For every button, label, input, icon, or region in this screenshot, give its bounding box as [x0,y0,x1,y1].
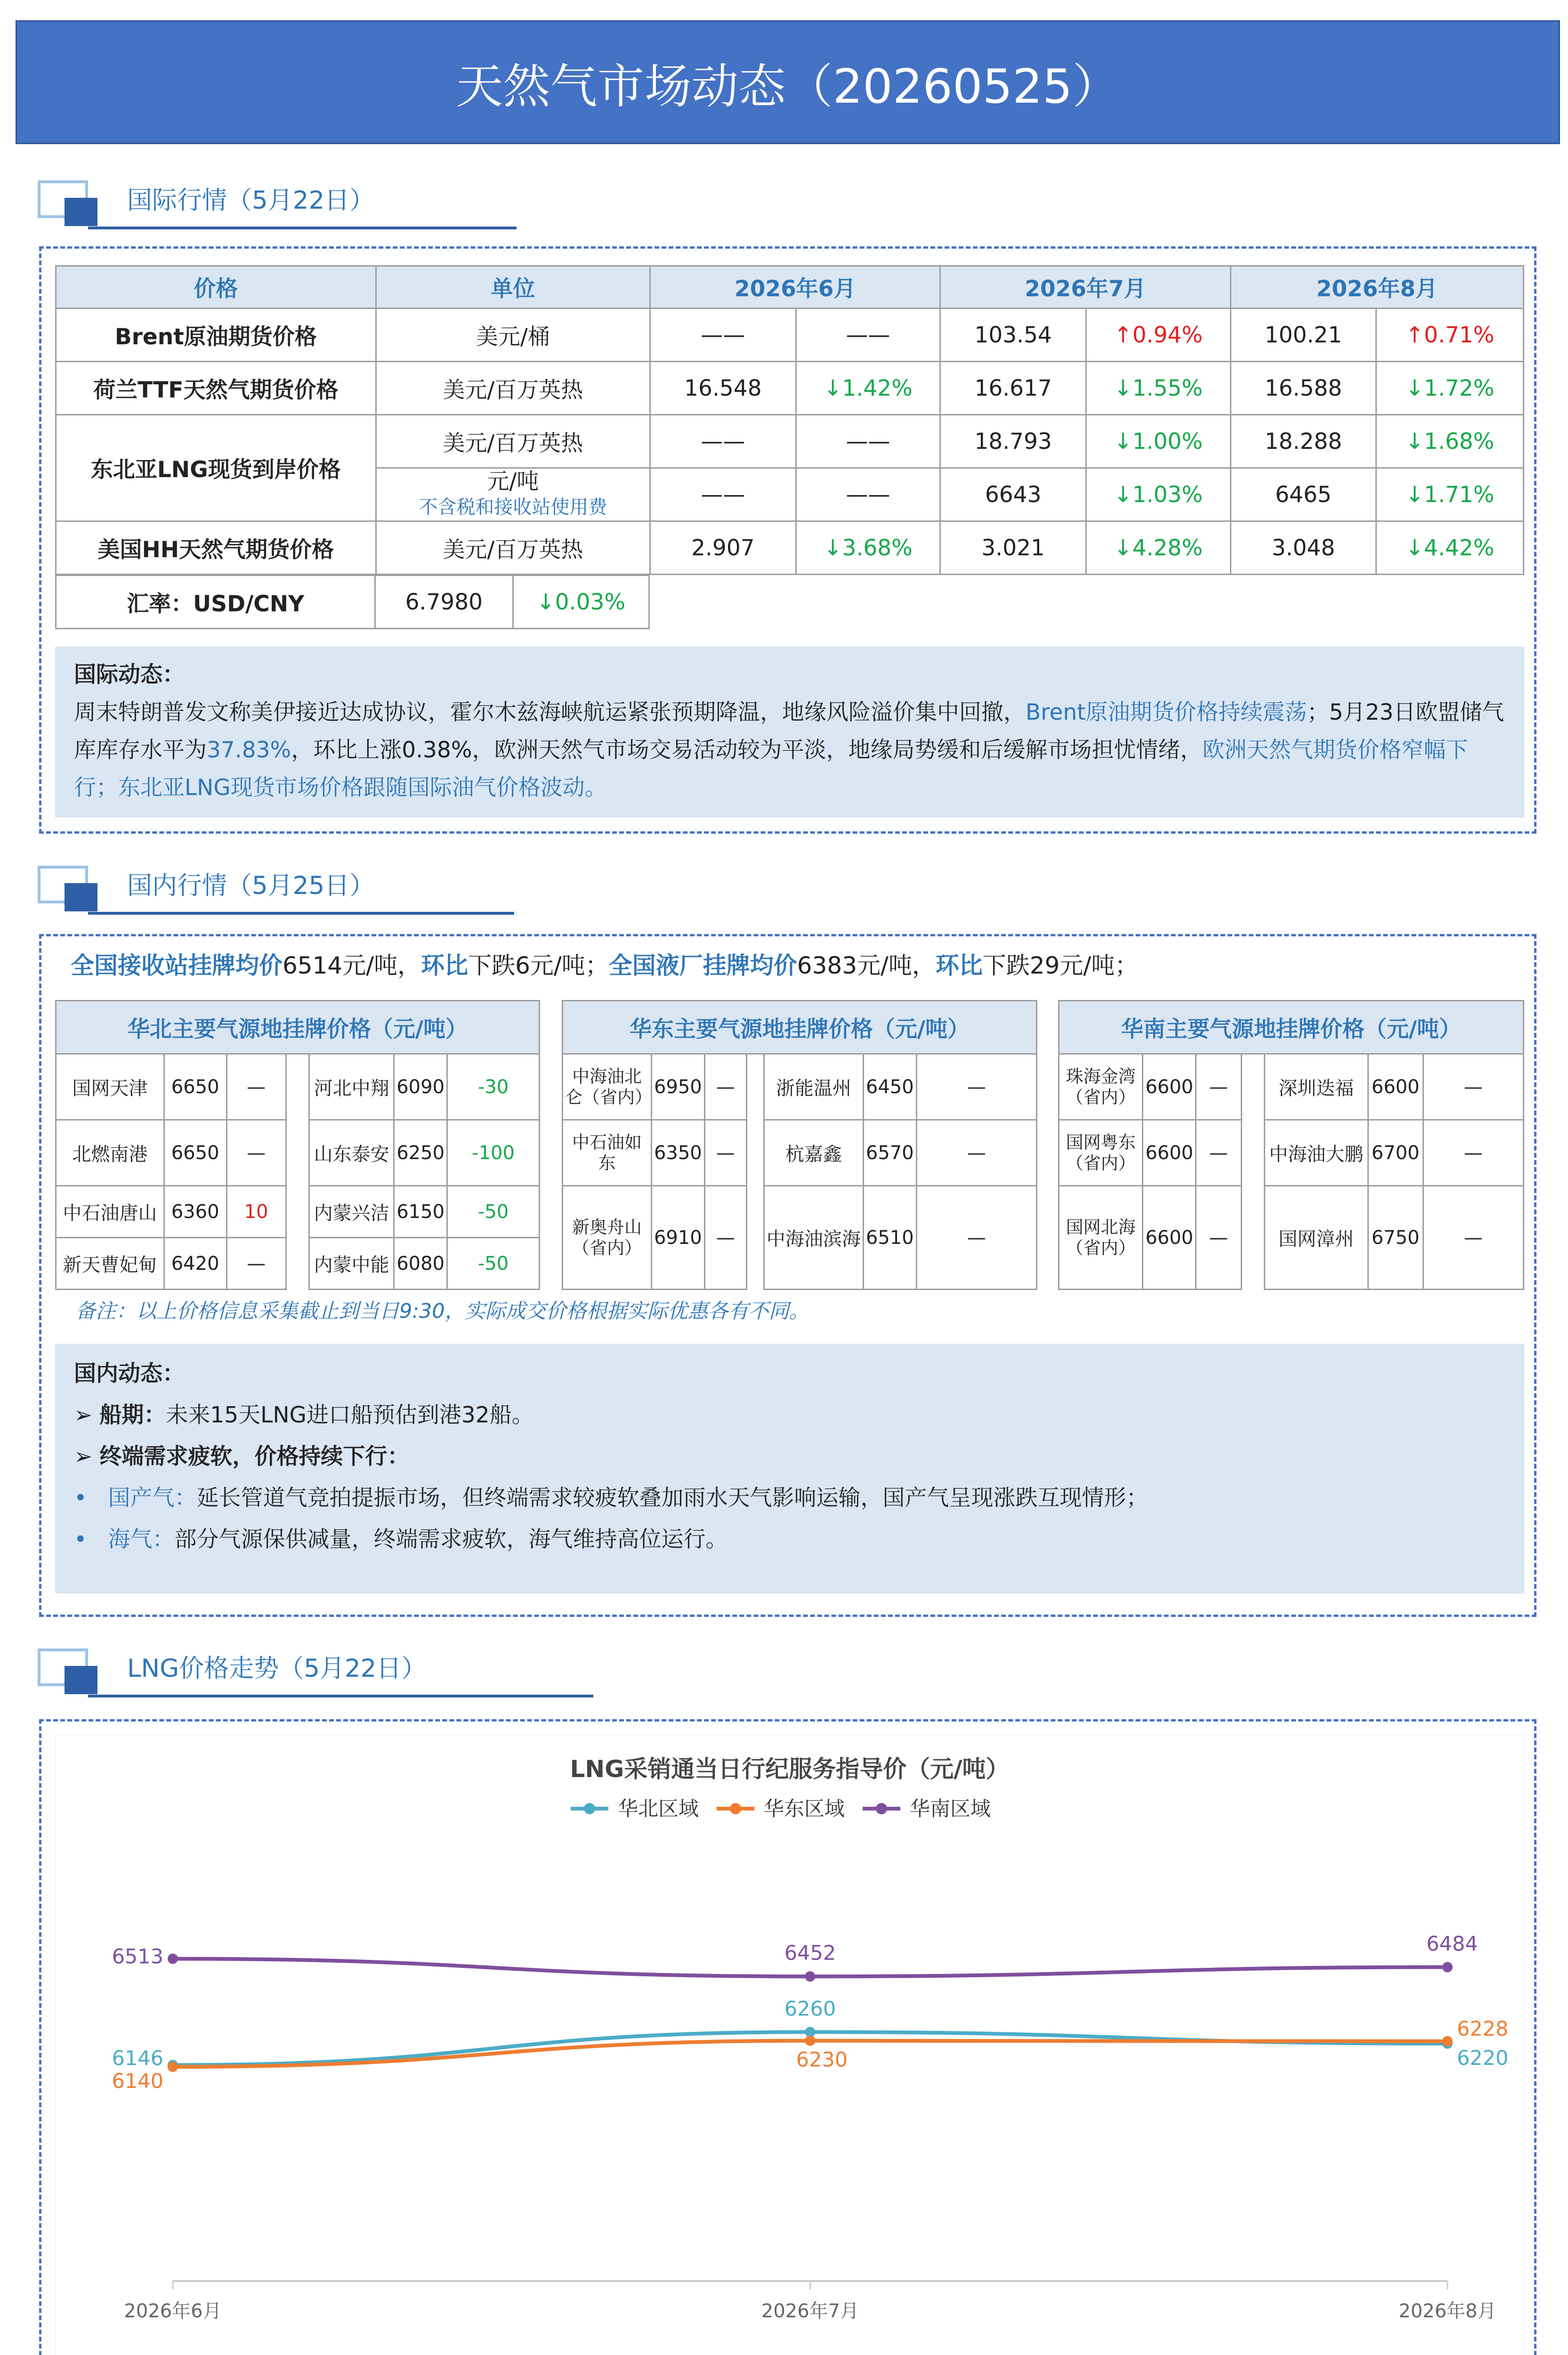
summary-value: 下跌6元/吨； [468,952,609,979]
text-highlight: 欧洲天然气期货价格窄幅下行；东北亚LNG现货市场价格跟随国际油气价格波动。 [74,737,1468,801]
value-cell: —— [650,309,796,362]
data-point[interactable] [168,2062,178,2072]
source-name: 山东泰安 [309,1120,394,1186]
change-cell: ↓1.71% [1376,468,1524,521]
domestic-gas-line [74,1478,1505,1519]
change-cell: ↓1.42% [796,362,940,415]
source-change: -50 [447,1238,540,1290]
source-name: 深圳迭福 [1264,1054,1368,1120]
source-name: 中石油唐山 [56,1186,164,1238]
demand-label: 终端需求疲软，价格持续下行： [99,1444,410,1470]
summary-label: 环比 [421,952,469,979]
legend-label[interactable]: 华南区域 [910,1797,991,1821]
row-label: 美国HH天然气期货价格 [56,521,376,575]
legend-label[interactable]: 华北区域 [618,1797,699,1821]
data-point[interactable] [1442,1962,1453,1973]
summary-label: 环比 [935,952,983,979]
change-cell: —— [796,468,940,521]
source-name: 珠海金湾（省内） [1059,1054,1143,1120]
source-name: 新奥舟山（省内） [563,1186,652,1290]
table-row [1059,1120,1524,1186]
source-price: 6700 [1368,1120,1423,1186]
source-change: — [704,1186,746,1290]
table-row-fx [56,576,649,629]
legend-marker [730,1803,741,1814]
north-table-title: 华北主要气源地挂牌价格（元/吨） [56,1001,540,1054]
change-cell: ↓1.55% [1086,362,1230,415]
gap-cell [286,1054,309,1120]
gap-cell [286,1120,309,1186]
gap-cell [746,1120,764,1186]
source-price: 6650 [164,1120,226,1186]
source-change: -50 [447,1186,540,1238]
east-price-table [562,1000,1037,1290]
value-cell: 3.021 [940,521,1086,575]
data-label: 6484 [1426,1932,1478,1956]
arrow-bullet-icon: ➢ [74,1402,100,1428]
page-title: 天然气市场动态（20260525） [456,58,1120,114]
table-row [1059,1186,1524,1290]
ship-line [74,1395,1505,1436]
domestic-gas-label: 国产气： [108,1485,197,1511]
source-name: 国网北海（省内） [1059,1186,1143,1290]
source-name: 新天曹妃甸 [56,1238,164,1290]
gap-cell [286,1238,309,1290]
gap-cell [746,1054,764,1120]
source-name: 内蒙中能 [309,1238,394,1290]
source-name: 河北中翔 [309,1054,394,1120]
page-banner [16,20,1560,144]
section-underline [88,227,517,229]
source-price: 6750 [1368,1186,1423,1290]
section-decor-square-filled [65,883,97,911]
data-point[interactable] [805,2036,816,2046]
domestic-summary [71,947,1138,981]
source-price: 6910 [651,1186,704,1290]
table-row [563,1186,1037,1290]
change-cell: ↓1.68% [1376,415,1524,468]
source-price: 6360 [164,1186,226,1238]
section-title-domestic: 国内行情（5月25日） [127,871,375,900]
dot-bullet-icon: • [74,1527,108,1552]
table-row [56,1238,540,1290]
value-cell: 2.907 [650,521,796,575]
col-header-price: 价格 [56,266,376,309]
source-price: 6420 [164,1238,226,1290]
table-row-hh [56,521,1524,575]
x-tick-label: 2026年8月 [1398,2300,1496,2322]
value-cell: 100.21 [1230,309,1376,362]
change-cell: ↑0.94% [1086,309,1230,362]
source-change: -30 [447,1054,540,1120]
section-header-trend [38,1648,603,1696]
unit-text: 元/吨 [487,469,539,495]
table-header-row [56,266,1524,309]
intl-dynamics-title: 国际动态： [74,662,185,688]
source-change: — [916,1120,1036,1186]
source-change: — [704,1120,746,1186]
value-cell: 6465 [1230,468,1376,521]
text-run: ，环比上涨0.38%，欧洲天然气市场交易活动较为平淡，地缘局势缓和后缓解市场担忧情绪， [291,737,1203,763]
table-row [56,1186,540,1238]
change-cell: ↓3.68% [796,521,940,575]
source-change: -100 [447,1120,540,1186]
source-price: 6450 [863,1054,916,1120]
text-highlight: Brent原油期货价格持续震荡 [1026,699,1307,725]
source-name: 中海油大鹏 [1264,1120,1368,1186]
change-cell: ↓1.00% [1086,415,1230,468]
north-price-table [55,1000,540,1290]
section-header-intl [38,180,480,227]
source-name: 杭嘉鑫 [764,1120,863,1186]
value-cell: 6643 [940,468,1086,521]
south-table-title: 华南主要气源地挂牌价格（元/吨） [1059,1001,1524,1054]
source-change: — [916,1186,1036,1290]
unit-note: 不含税和接收站使用费 [419,496,607,518]
source-price: 6600 [1143,1054,1196,1120]
source-price: 6950 [651,1054,704,1120]
gap-cell [1241,1054,1264,1120]
unit-cell: 美元/百万英热 [376,521,650,575]
unit-cell: 美元/百万英热 [376,415,650,468]
section-header-domestic [38,866,480,913]
data-label: 6228 [1457,2017,1509,2041]
unit-cell: 美元/百万英热 [376,362,650,415]
dot-bullet-icon: • [74,1485,108,1511]
chart-legend [571,1797,991,1821]
gap-cell [1241,1120,1264,1186]
source-price: 6350 [651,1120,704,1186]
value-cell: 16.588 [1230,362,1376,415]
table-row [563,1120,1037,1186]
sea-gas-text: 部分气源保供减量，终端需求疲软，海气维持高位运行。 [174,1527,728,1552]
section-decor-square-filled [65,1666,97,1694]
south-price-table [1058,1000,1524,1290]
source-change: — [704,1054,746,1120]
source-change: — [1196,1054,1241,1120]
source-price: 6600 [1368,1054,1423,1120]
source-price: 6090 [394,1054,447,1120]
source-change: — [916,1054,1036,1120]
gap-cell [286,1186,309,1238]
source-change: — [1423,1054,1523,1120]
value-cell: 3.048 [1230,521,1376,575]
source-price: 6250 [394,1120,447,1186]
intl-price-table [55,265,1524,575]
value-cell: —— [650,415,796,468]
domestic-gas-text: 延长管道气竞拍提振市场，但终端需求较疲软叠加雨水天气影响运输，国产气呈现涨跌互现情形； [196,1485,1148,1511]
change-cell: ↓1.03% [1086,468,1230,521]
intl-dynamics-box [55,647,1524,818]
summary-value: 下跌29元/吨； [982,952,1139,979]
text-highlight: 37.83% [207,737,291,763]
gap-cell [1241,1186,1264,1290]
source-price: 6510 [863,1186,916,1290]
sea-gas-label: 海气： [108,1527,175,1552]
data-label: 6140 [112,2070,163,2094]
value-cell: 16.617 [940,362,1086,415]
east-table-title: 华东主要气源地挂牌价格（元/吨） [563,1001,1037,1054]
change-cell: —— [796,309,940,362]
source-change: — [226,1238,286,1290]
source-price: 6600 [1143,1186,1196,1290]
price-note: 备注：以上价格信息采集截止到当日9:30，实际成交价格根据实际优惠各有不同。 [75,1299,809,1323]
data-point[interactable] [1442,2036,1453,2046]
value-cell: —— [650,468,796,521]
col-header-jun: 2026年6月 [650,266,940,309]
source-name: 国网漳州 [1264,1186,1368,1290]
data-label: 6513 [112,1945,163,1969]
source-price: 6600 [1143,1120,1196,1186]
source-change: — [226,1054,286,1120]
change-cell: ↓0.03% [513,576,649,629]
legend-marker [584,1803,595,1814]
value-cell: 18.288 [1230,415,1376,468]
source-change: — [1196,1186,1241,1290]
domestic-dynamics-title: 国内动态： [74,1361,185,1387]
lng-price-chart [55,1735,1524,2355]
x-tick-label: 2026年7月 [761,2300,859,2322]
row-label: 东北亚LNG现货到岸价格 [56,415,376,521]
unit-cell: 美元/桶 [376,309,650,362]
source-change: — [1423,1120,1523,1186]
source-price: 6570 [863,1120,916,1186]
legend-label[interactable]: 华东区域 [764,1797,845,1821]
section-underline [88,912,514,915]
unit-cell [376,468,650,521]
gap-cell [746,1186,764,1290]
source-change: — [226,1120,286,1186]
source-change: 10 [226,1186,286,1238]
summary-value: 6514元/吨， [283,952,421,979]
source-name: 中石油如东 [563,1120,652,1186]
change-cell: —— [796,415,940,468]
table-row [1059,1054,1524,1120]
data-point[interactable] [168,1954,178,1964]
summary-label: 全国液厂挂牌均价 [608,952,797,979]
sea-gas-line [74,1519,1505,1560]
row-label: 汇率：USD/CNY [56,576,375,629]
source-price: 6150 [394,1186,447,1238]
table-row [56,1120,540,1186]
source-name: 国网粤东（省内） [1059,1120,1143,1186]
col-header-unit: 单位 [376,266,650,309]
data-label: 6146 [112,2046,163,2071]
data-label: 6452 [784,1941,836,1965]
source-price: 6080 [394,1238,447,1290]
summary-value: 6383元/吨， [797,952,936,979]
source-name: 浙能温州 [764,1054,863,1120]
x-tick-label: 2026年6月 [124,2300,222,2322]
chart-frame [55,1735,1524,2355]
change-cell: ↓4.42% [1376,521,1524,575]
value-cell: 103.54 [940,309,1086,362]
demand-line [74,1436,1505,1478]
source-name: 中海油北仑（省内） [563,1054,652,1120]
value-cell: 18.793 [940,415,1086,468]
text-run: 周末特朗普发文称美伊接近达成协议，霍尔木兹海峡航运紧张预期降温，地缘风险溢价集中回撤， [74,699,1026,725]
data-label: 6230 [796,2048,848,2072]
source-name: 内蒙兴洁 [309,1186,394,1238]
section-title-trend: LNG价格走势（5月22日） [127,1654,427,1683]
source-change: — [1196,1120,1241,1186]
data-label: 6220 [1457,2046,1509,2070]
col-header-aug: 2026年8月 [1230,266,1523,309]
change-cell: ↑0.71% [1376,309,1524,362]
source-name: 北燃南港 [56,1120,164,1186]
source-name: 国网天津 [56,1054,164,1120]
legend-marker [876,1803,887,1814]
domestic-dynamics-box [55,1344,1524,1593]
source-price: 6650 [164,1054,226,1120]
data-point[interactable] [805,1971,816,1981]
fx-table [55,575,650,629]
table-row [56,1054,540,1120]
change-cell: ↓4.28% [1086,521,1230,575]
col-header-jul: 2026年7月 [940,266,1230,309]
intl-dynamics-text [74,694,1505,807]
source-change: — [1423,1186,1523,1290]
summary-label: 全国接收站挂牌均价 [71,952,283,979]
ship-text: 未来15天LNG进口船预估到港32船。 [166,1402,534,1428]
section-underline [88,1695,593,1697]
row-label: Brent原油期货价格 [56,309,376,362]
value-cell: 16.548 [650,362,796,415]
ship-label: 船期： [99,1402,166,1428]
chart-title: LNG采销通当日行纪服务指导价（元/吨） [570,1755,1010,1783]
text-run: ；5月23日欧盟储气库库存水平为 [74,699,1504,763]
data-label: 6260 [784,1997,836,2021]
table-row [563,1054,1037,1120]
row-label: 荷兰TTF天然气期货价格 [56,362,376,415]
value-cell: 6.7980 [375,576,513,629]
section-title-intl: 国际行情（5月22日） [127,186,375,215]
table-row-ttf [56,362,1524,415]
change-cell: ↓1.72% [1376,362,1524,415]
table-row-brent [56,309,1524,362]
arrow-bullet-icon: ➢ [74,1444,100,1470]
table-row-lng [56,415,1524,468]
section-decor-square-filled [65,198,97,226]
source-name: 中海油滨海 [764,1186,863,1290]
